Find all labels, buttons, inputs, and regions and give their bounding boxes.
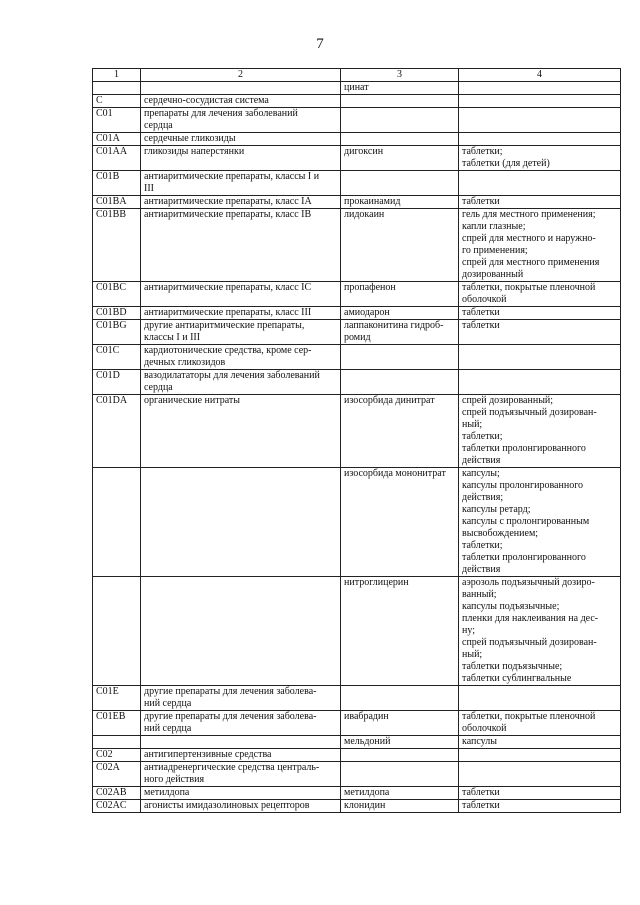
group-name-cell (141, 171, 341, 196)
substance-cell (341, 133, 459, 146)
forms-line: таблетки пролонгированного (462, 443, 586, 454)
table-row (93, 762, 621, 787)
atc-code-cell (93, 762, 141, 787)
atc-code: C01BC (96, 282, 127, 293)
atc-code: C01BG (96, 320, 127, 331)
dosage-forms-cell (459, 762, 621, 787)
header-cell: 3 (341, 69, 459, 82)
dosage-forms-cell (459, 370, 621, 395)
atc-code-cell (93, 82, 141, 95)
forms-line: ный; (462, 649, 483, 660)
substance-cell (341, 95, 459, 108)
dosage-forms-cell (459, 108, 621, 133)
substance-cell (341, 196, 459, 209)
forms-line: таблетки (462, 787, 500, 798)
forms-line: пленки для наклеивания на дес- (462, 613, 599, 624)
name-line: другие препараты для лечения заболева- (144, 686, 317, 697)
table-row (93, 736, 621, 749)
forms-line: дозированный (462, 269, 524, 280)
forms-line: спрей для местного применения (462, 257, 600, 268)
atc-code: C01BD (96, 307, 127, 318)
forms-line: таблетки, покрытые пленочной (462, 282, 596, 293)
name-line: агонисты имидазолиновых рецепторов (144, 800, 310, 811)
atc-code: C01DA (96, 395, 128, 406)
header-cell: 4 (459, 69, 621, 82)
table-row (93, 345, 621, 370)
table-body (93, 82, 621, 813)
table-row (93, 171, 621, 196)
substance-cell (341, 146, 459, 171)
dosage-forms-cell (459, 82, 621, 95)
forms-line: капсулы пролонгированного (462, 480, 584, 491)
atc-code: C01EB (96, 711, 126, 722)
substance-line: лаппаконитина гидроб- (344, 320, 444, 331)
table-row (93, 800, 621, 813)
atc-code: C01B (96, 171, 120, 182)
atc-code-cell (93, 577, 141, 686)
name-line: ного действия (144, 774, 205, 785)
substance-cell (341, 282, 459, 307)
table-row (93, 133, 621, 146)
atc-code-cell (93, 787, 141, 800)
forms-line: спрей подъязычный дозирован- (462, 407, 597, 418)
group-name-cell (141, 787, 341, 800)
atc-code: C01C (96, 345, 120, 356)
forms-line: таблетки; (462, 540, 503, 551)
substance-cell (341, 736, 459, 749)
group-name-cell (141, 686, 341, 711)
forms-line: капсулы ретард; (462, 504, 531, 515)
substance-cell (341, 800, 459, 813)
group-name-cell (141, 577, 341, 686)
atc-code: C01AA (96, 146, 128, 157)
dosage-forms-cell (459, 196, 621, 209)
atc-code-cell (93, 95, 141, 108)
forms-line: таблетки (462, 307, 500, 318)
header-cell: 1 (93, 69, 141, 82)
forms-line: го применения; (462, 245, 528, 256)
dosage-forms-cell (459, 577, 621, 686)
atc-code: C02 (96, 749, 113, 760)
substance-cell (341, 370, 459, 395)
forms-line: спрей подъязычный дозирован- (462, 637, 597, 648)
substance-cell (341, 468, 459, 577)
group-name-cell (141, 133, 341, 146)
name-line: вазодилататоры для лечения заболеваний (144, 370, 320, 381)
group-name-cell (141, 370, 341, 395)
table-row (93, 282, 621, 307)
name-line: антиадренергические средства централь- (144, 762, 320, 773)
forms-line: оболочкой (462, 294, 507, 305)
forms-line: капли глазные; (462, 221, 526, 232)
substance-line: мельдоний (344, 736, 391, 747)
substance-line: цинат (344, 82, 369, 93)
group-name-cell (141, 800, 341, 813)
group-name-cell (141, 196, 341, 209)
name-line: антиаритмические препараты, классы I и (144, 171, 320, 182)
group-name-cell (141, 82, 341, 95)
group-name-cell (141, 711, 341, 736)
table-row (93, 108, 621, 133)
atc-code-cell (93, 345, 141, 370)
substance-line: лидокаин (344, 209, 385, 220)
atc-code-cell (93, 282, 141, 307)
dosage-forms-cell (459, 736, 621, 749)
table-row (93, 82, 621, 95)
atc-code-cell (93, 307, 141, 320)
forms-line: таблетки сублингвальные (462, 673, 572, 684)
substance-line: прокаинамид (344, 196, 401, 207)
name-line: сердца (144, 120, 173, 131)
name-line: другие препараты для лечения заболева- (144, 711, 317, 722)
forms-line: действия; (462, 492, 504, 503)
atc-code-cell (93, 711, 141, 736)
group-name-cell (141, 320, 341, 345)
atc-code: C01E (96, 686, 119, 697)
dosage-forms-cell (459, 749, 621, 762)
atc-code: C01D (96, 370, 120, 381)
atc-code: C01A (96, 133, 120, 144)
name-line: сердечно-сосудистая система (144, 95, 269, 106)
substance-cell (341, 171, 459, 196)
table-row (93, 711, 621, 736)
forms-line: действия (462, 564, 501, 575)
name-line: гликозиды наперстянки (144, 146, 245, 157)
page-number: 7 (316, 36, 324, 52)
table-header-row (93, 69, 621, 82)
dosage-forms-cell (459, 95, 621, 108)
substance-cell (341, 787, 459, 800)
atc-code: C02A (96, 762, 120, 773)
group-name-cell (141, 395, 341, 468)
name-line: сердечные гликозиды (144, 133, 236, 144)
table-row (93, 370, 621, 395)
name-line: сердца (144, 382, 173, 393)
forms-line: таблетки; (462, 146, 503, 157)
substance-cell (341, 108, 459, 133)
forms-line: спрей для местного и наружно- (462, 233, 596, 244)
table-row (93, 749, 621, 762)
table-row (93, 577, 621, 686)
forms-line: действия (462, 455, 501, 466)
forms-line: таблетки (для детей) (462, 158, 550, 169)
name-line: органические нитраты (144, 395, 241, 406)
name-line: ний сердца (144, 723, 192, 734)
atc-code-cell (93, 196, 141, 209)
table-row (93, 146, 621, 171)
substance-line: изосорбида динитрат (344, 395, 435, 406)
atc-code-cell (93, 370, 141, 395)
medicine-table (92, 68, 621, 813)
forms-line: таблетки (462, 196, 500, 207)
group-name-cell (141, 345, 341, 370)
dosage-forms-cell (459, 209, 621, 282)
dosage-forms-cell (459, 395, 621, 468)
forms-line: оболочкой (462, 723, 507, 734)
name-line: антиаритмические препараты, класс III (144, 307, 312, 318)
substance-cell (341, 686, 459, 711)
table-row (93, 686, 621, 711)
name-line: метилдопа (144, 787, 190, 798)
dosage-forms-cell (459, 320, 621, 345)
table-row (93, 209, 621, 282)
substance-cell (341, 395, 459, 468)
dosage-forms-cell (459, 171, 621, 196)
atc-code: C02AB (96, 787, 127, 798)
substance-line: метилдопа (344, 787, 390, 798)
substance-cell (341, 762, 459, 787)
forms-line: ну; (462, 625, 475, 636)
group-name-cell (141, 307, 341, 320)
name-line: антиаритмические препараты, класс IA (144, 196, 312, 207)
substance-line: пропафенон (344, 282, 396, 293)
forms-line: капсулы с пролонгированным (462, 516, 590, 527)
group-name-cell (141, 209, 341, 282)
name-line: кардиотонические средства, кроме сер- (144, 345, 312, 356)
dosage-forms-cell (459, 307, 621, 320)
table-row (93, 196, 621, 209)
dosage-forms-cell (459, 282, 621, 307)
table-row (93, 307, 621, 320)
atc-code-cell (93, 320, 141, 345)
forms-line: капсулы (462, 736, 497, 747)
name-line: дечных гликозидов (144, 357, 226, 368)
name-line: III (144, 183, 154, 194)
dosage-forms-cell (459, 800, 621, 813)
substance-cell (341, 577, 459, 686)
atc-code: C02AC (96, 800, 127, 811)
atc-code-cell (93, 395, 141, 468)
table-row (93, 468, 621, 577)
name-line: классы I и III (144, 332, 201, 343)
atc-code: C01BA (96, 196, 127, 207)
forms-line: таблетки (462, 320, 500, 331)
forms-line: аэрозоль подъязычный дозиро- (462, 577, 595, 588)
group-name-cell (141, 282, 341, 307)
group-name-cell (141, 749, 341, 762)
group-name-cell (141, 95, 341, 108)
substance-cell (341, 320, 459, 345)
forms-line: капсулы подъязычные; (462, 601, 560, 612)
name-line: антиаритмические препараты, класс IB (144, 209, 312, 220)
atc-code-cell (93, 133, 141, 146)
substance-line: клонидин (344, 800, 386, 811)
name-line: антиаритмические препараты, класс IC (144, 282, 312, 293)
forms-line: капсулы; (462, 468, 500, 479)
group-name-cell (141, 762, 341, 787)
group-name-cell (141, 146, 341, 171)
atc-code-cell (93, 146, 141, 171)
substance-cell (341, 749, 459, 762)
substance-line: дигоксин (344, 146, 384, 157)
forms-line: спрей дозированный; (462, 395, 554, 406)
dosage-forms-cell (459, 468, 621, 577)
atc-code-cell (93, 800, 141, 813)
dosage-forms-cell (459, 686, 621, 711)
name-line: препараты для лечения заболеваний (144, 108, 298, 119)
table-row (93, 95, 621, 108)
substance-cell (341, 307, 459, 320)
substance-line: ромид (344, 332, 371, 343)
name-line: антигипертензивные средства (144, 749, 272, 760)
substance-cell (341, 209, 459, 282)
group-name-cell (141, 736, 341, 749)
substance-line: изосорбида мононитрат (344, 468, 446, 479)
atc-code-cell (93, 171, 141, 196)
forms-line: ванный; (462, 589, 497, 600)
group-name-cell (141, 108, 341, 133)
table-row (93, 787, 621, 800)
atc-code-cell (93, 209, 141, 282)
substance-cell (341, 345, 459, 370)
forms-line: таблетки; (462, 431, 503, 442)
dosage-forms-cell (459, 345, 621, 370)
dosage-forms-cell (459, 711, 621, 736)
table-row (93, 395, 621, 468)
forms-line: таблетки (462, 800, 500, 811)
dosage-forms-cell (459, 787, 621, 800)
name-line: ний сердца (144, 698, 192, 709)
atc-code-cell (93, 736, 141, 749)
dosage-forms-cell (459, 133, 621, 146)
substance-line: амиодарон (344, 307, 390, 318)
dosage-forms-cell (459, 146, 621, 171)
forms-line: таблетки пролонгированного (462, 552, 586, 563)
atc-code: C (96, 95, 103, 106)
substance-line: ивабрадин (344, 711, 389, 722)
atc-code-cell (93, 686, 141, 711)
substance-cell (341, 82, 459, 95)
header-cell: 2 (141, 69, 341, 82)
group-name-cell (141, 468, 341, 577)
name-line: другие антиаритмические препараты, (144, 320, 305, 331)
forms-line: высвобождением; (462, 528, 539, 539)
forms-line: гель для местного применения; (462, 209, 596, 220)
table-row (93, 320, 621, 345)
substance-line: нитроглицерин (344, 577, 409, 588)
forms-line: ный; (462, 419, 483, 430)
atc-code-cell (93, 749, 141, 762)
forms-line: таблетки, покрытые пленочной (462, 711, 596, 722)
atc-code-cell (93, 108, 141, 133)
atc-code: C01 (96, 108, 113, 119)
substance-cell (341, 711, 459, 736)
atc-code: C01BB (96, 209, 127, 220)
forms-line: таблетки подъязычные; (462, 661, 563, 672)
atc-code-cell (93, 468, 141, 577)
